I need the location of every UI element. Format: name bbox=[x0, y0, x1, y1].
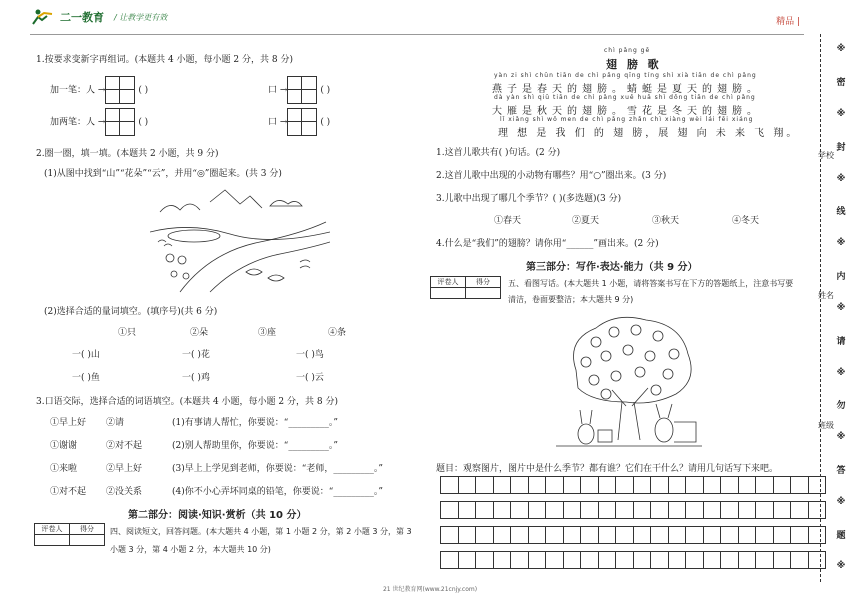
grid-cell[interactable] bbox=[703, 477, 721, 494]
q3-question[interactable]: (1)有事请人帮忙，你要说：“_________。” bbox=[172, 418, 338, 428]
bind-mark: 封 bbox=[836, 142, 846, 153]
measure-blank[interactable]: 一( )鱼 bbox=[72, 373, 100, 383]
poem-title-pinyin: chì pǎng gē bbox=[604, 47, 651, 54]
reading-q4: 4.什么是“我们”的翅膀？请你用“______”画出来。(2 分) bbox=[436, 239, 659, 249]
grid-cell[interactable] bbox=[476, 477, 494, 494]
arrow-icon: → bbox=[279, 117, 288, 128]
bind-mark: 勿 bbox=[836, 401, 846, 412]
grid-cell[interactable] bbox=[441, 527, 459, 544]
bind-mark: ※ bbox=[836, 561, 846, 572]
grid-cell[interactable] bbox=[721, 527, 739, 544]
grader-label: 评卷人 bbox=[35, 524, 70, 535]
grid-cell[interactable] bbox=[686, 552, 704, 569]
poem-pinyin: dà yàn shì qiū tiān de chì pǎng xuě huā shì dōng tiān de chì pǎng bbox=[494, 94, 756, 101]
grid-cell[interactable] bbox=[546, 552, 564, 569]
poem-line: 大雁是秋天的翅膀。雪花是冬天的翅膀。 bbox=[492, 106, 762, 117]
grid-cell[interactable] bbox=[598, 527, 616, 544]
grid-cell[interactable] bbox=[598, 552, 616, 569]
bind-mark: ※ bbox=[836, 496, 846, 507]
footer: 21 世纪教育网(www.21cnjy.com) bbox=[382, 586, 478, 593]
grid-gap bbox=[441, 544, 826, 552]
grid-cell[interactable] bbox=[598, 477, 616, 494]
grid-cell[interactable] bbox=[808, 477, 826, 494]
answer-paren[interactable]: ( ) bbox=[320, 117, 331, 128]
q3-question[interactable]: (3)早上上学见到老师，你要说：“老师，_________。” bbox=[172, 464, 383, 474]
writing-answer-grid[interactable] bbox=[440, 476, 826, 569]
grid-cell[interactable] bbox=[756, 552, 774, 569]
score-cell[interactable] bbox=[70, 535, 105, 546]
grid-row bbox=[441, 477, 826, 494]
bind-mark: 题 bbox=[836, 530, 846, 541]
q3-opt: ②请 bbox=[106, 418, 125, 428]
q1-label: 加两笔：人 bbox=[50, 117, 96, 128]
arrow-icon: → bbox=[97, 85, 106, 96]
q2-title: 2.圈一圈，填一填。(本题共 2 小题，共 9 分) bbox=[36, 149, 219, 159]
q2-sub2: (2)选择合适的量词填空。(填序号)(共 6 分) bbox=[44, 307, 218, 317]
bind-mark: 密 bbox=[836, 78, 846, 89]
grid-cell[interactable] bbox=[546, 527, 564, 544]
name-label: 姓名 bbox=[818, 291, 834, 300]
part3-title: 第三部分：写作·表达·能力（共 9 分） bbox=[526, 262, 698, 273]
bind-mark: 请 bbox=[836, 336, 846, 347]
grid-cell[interactable] bbox=[493, 502, 511, 519]
grid-cell[interactable] bbox=[668, 552, 686, 569]
grid-cell[interactable] bbox=[528, 527, 546, 544]
measure-blank[interactable]: 一( )云 bbox=[296, 373, 324, 383]
grid-cell[interactable] bbox=[528, 552, 546, 569]
q3-question[interactable]: (2)别人帮助里你，你要说：“_________。” bbox=[172, 441, 338, 451]
bind-mark: ※ bbox=[836, 367, 846, 378]
grid-cell[interactable] bbox=[651, 477, 669, 494]
grid-cell[interactable] bbox=[546, 502, 564, 519]
grid-cell[interactable] bbox=[686, 477, 704, 494]
q1-row1 bbox=[50, 76, 148, 104]
grid-cell[interactable] bbox=[563, 552, 581, 569]
q3-opt: ②没关系 bbox=[106, 487, 143, 497]
grid-cell[interactable] bbox=[528, 477, 546, 494]
grid-cell[interactable] bbox=[633, 552, 651, 569]
grid-cell[interactable] bbox=[738, 552, 756, 569]
poem-pinyin: lǐ xiǎng shì wǒ men de chì pǎng zhǎn chì xiàng wèi lái fēi xiáng bbox=[500, 116, 754, 123]
grid-cell[interactable] bbox=[668, 527, 686, 544]
grader-label: 评卷人 bbox=[431, 277, 466, 288]
writing-grid[interactable] bbox=[287, 108, 317, 136]
reading-q3[interactable]: 3.儿歌中出现了哪几个季节？( )(多选题)(3 分) bbox=[436, 194, 622, 204]
header-divider bbox=[30, 34, 804, 35]
part2-title: 第二部分：阅读·知识·赏析（共 10 分） bbox=[128, 510, 307, 521]
jingpin-badge: 精品 | bbox=[776, 17, 800, 27]
bind-mark: ※ bbox=[836, 302, 846, 313]
grid-gap bbox=[441, 519, 826, 527]
grid-cell[interactable] bbox=[808, 527, 826, 544]
score-cell[interactable] bbox=[466, 288, 501, 299]
bind-mark: 答 bbox=[836, 465, 846, 476]
grid-cell[interactable] bbox=[581, 552, 599, 569]
grid-cell[interactable] bbox=[773, 552, 791, 569]
bind-mark: ※ bbox=[836, 173, 846, 184]
grader-cell[interactable] bbox=[35, 535, 70, 546]
grid-cell[interactable] bbox=[458, 502, 476, 519]
season-option[interactable]: ③秋天 bbox=[652, 216, 680, 226]
grid-cell[interactable] bbox=[598, 502, 616, 519]
grid-cell[interactable] bbox=[581, 502, 599, 519]
reading-q2: 2.这首儿歌中出现的小动物有哪些？用“○”圈出来。(3 分) bbox=[436, 171, 667, 181]
grid-cell[interactable] bbox=[563, 477, 581, 494]
grid-cell[interactable] bbox=[756, 527, 774, 544]
grid-cell[interactable] bbox=[458, 552, 476, 569]
grid-cell[interactable] bbox=[686, 527, 704, 544]
grid-cell[interactable] bbox=[686, 502, 704, 519]
grid-row bbox=[441, 527, 826, 544]
bind-mark: ※ bbox=[836, 44, 846, 55]
grid-cell[interactable] bbox=[511, 502, 529, 519]
q3-opt: ①早上好 bbox=[50, 418, 87, 428]
poem-pinyin: yàn zi shì chūn tiān de chì pǎng qīng tíng shì xià tiān de chì pǎng bbox=[494, 72, 757, 79]
grid-cell[interactable] bbox=[773, 502, 791, 519]
grid-cell[interactable] bbox=[476, 527, 494, 544]
grid-cell[interactable] bbox=[791, 552, 809, 569]
grid-cell[interactable] bbox=[651, 527, 669, 544]
grid-cell[interactable] bbox=[511, 552, 529, 569]
grid-cell[interactable] bbox=[511, 527, 529, 544]
writing-grid[interactable] bbox=[105, 76, 135, 104]
grader-cell[interactable] bbox=[431, 288, 466, 299]
q1-label: 口 bbox=[268, 117, 278, 128]
grid-cell[interactable] bbox=[721, 552, 739, 569]
grid-cell[interactable] bbox=[581, 477, 599, 494]
grid-cell[interactable] bbox=[773, 477, 791, 494]
grid-cell[interactable] bbox=[703, 552, 721, 569]
bind-mark: ※ bbox=[836, 238, 846, 249]
q1-row2 bbox=[50, 108, 148, 136]
grid-cell[interactable] bbox=[791, 527, 809, 544]
grid-row bbox=[441, 502, 826, 519]
measure-option: ④条 bbox=[328, 328, 347, 338]
grid-cell[interactable] bbox=[511, 477, 529, 494]
writing-grid[interactable] bbox=[287, 76, 317, 104]
grid-cell[interactable] bbox=[756, 477, 774, 494]
poem-title: 翅 膀 歌 bbox=[606, 58, 662, 71]
score-box bbox=[430, 276, 501, 299]
answer-paren[interactable]: ( ) bbox=[320, 85, 331, 96]
grid-cell[interactable] bbox=[581, 527, 599, 544]
q1-title: 1.按要求变新字再组词。(本题共 4 小题，每小题 2 分，共 8 分) bbox=[36, 55, 293, 65]
grid-cell[interactable] bbox=[493, 527, 511, 544]
grid-cell[interactable] bbox=[633, 527, 651, 544]
grid-cell[interactable] bbox=[791, 502, 809, 519]
grid-cell[interactable] bbox=[808, 552, 826, 569]
part2-instr: 小题 3 分，第 4 小题 2 分，本大题共 10 分) bbox=[110, 545, 271, 554]
season-option[interactable]: ②夏天 bbox=[572, 216, 600, 226]
grid-cell[interactable] bbox=[616, 477, 634, 494]
q1-row1b bbox=[268, 76, 330, 104]
grid-cell[interactable] bbox=[563, 527, 581, 544]
landscape-illustration[interactable] bbox=[150, 182, 330, 294]
q3-question[interactable]: (4)你不小心弄坏同桌的铅笔，你要说：“_________。” bbox=[172, 487, 383, 497]
grid-cell[interactable] bbox=[808, 502, 826, 519]
apple-tree-illustration[interactable] bbox=[556, 310, 702, 450]
measure-blank[interactable]: 一( )花 bbox=[182, 350, 210, 360]
grid-cell[interactable] bbox=[476, 502, 494, 519]
grid-cell[interactable] bbox=[458, 527, 476, 544]
grid-cell[interactable] bbox=[616, 502, 634, 519]
grid-cell[interactable] bbox=[668, 477, 686, 494]
logo-text: 二一教育 bbox=[60, 11, 104, 24]
q3-opt: ①对不起 bbox=[50, 487, 87, 497]
grid-cell[interactable] bbox=[651, 502, 669, 519]
grid-cell[interactable] bbox=[441, 552, 459, 569]
runner-logo-icon bbox=[30, 8, 56, 26]
slogan: / 让教学更有效 bbox=[114, 12, 168, 22]
measure-blank[interactable]: 一( )鸟 bbox=[296, 350, 324, 360]
grid-cell[interactable] bbox=[441, 502, 459, 519]
grid-cell[interactable] bbox=[756, 502, 774, 519]
writing-grid[interactable] bbox=[105, 108, 135, 136]
arrow-icon: → bbox=[97, 117, 106, 128]
grid-cell[interactable] bbox=[616, 552, 634, 569]
binding-column bbox=[826, 34, 856, 582]
grid-cell[interactable] bbox=[633, 477, 651, 494]
grid-cell[interactable] bbox=[668, 502, 686, 519]
grid-cell[interactable] bbox=[546, 477, 564, 494]
class-label: 班级 bbox=[818, 421, 834, 430]
season-option[interactable]: ①春天 bbox=[494, 216, 522, 226]
measure-option: ②朵 bbox=[190, 328, 209, 338]
grid-row bbox=[441, 552, 826, 569]
q2-sub1: (1)从图中找到“山”“花朵”“云”，并用“◎”圈起来。(共 3 分) bbox=[44, 169, 282, 179]
score-label: 得分 bbox=[70, 524, 105, 535]
grid-cell[interactable] bbox=[651, 552, 669, 569]
grid-cell[interactable] bbox=[773, 527, 791, 544]
part3-instr: 清洁，卷面要整洁；本大题共 9 分) bbox=[508, 295, 634, 304]
grid-cell[interactable] bbox=[528, 502, 546, 519]
grid-cell[interactable] bbox=[738, 527, 756, 544]
measure-blank[interactable]: 一( )山 bbox=[72, 350, 100, 360]
q1-label: 口 bbox=[268, 85, 278, 96]
part2-instr: 四、阅读短文，回答问题。(本大题共 4 小题，第 1 小题 2 分，第 2 小题 3 分，第 3 bbox=[110, 527, 412, 536]
grid-cell[interactable] bbox=[703, 502, 721, 519]
part3-instr: 五、看图写话。(本大题共 1 小题，请将答案书写在下方的答题纸上，注意书写要 bbox=[508, 279, 794, 288]
grid-gap bbox=[441, 494, 826, 502]
logo bbox=[30, 8, 167, 26]
grid-cell[interactable] bbox=[721, 502, 739, 519]
grid-cell[interactable] bbox=[476, 552, 494, 569]
grid-cell[interactable] bbox=[458, 477, 476, 494]
answer-paren[interactable]: ( ) bbox=[138, 85, 149, 96]
grid-cell[interactable] bbox=[721, 477, 739, 494]
bind-mark: ※ bbox=[836, 109, 846, 120]
grid-cell[interactable] bbox=[441, 477, 459, 494]
grid-cell[interactable] bbox=[493, 477, 511, 494]
grid-cell[interactable] bbox=[493, 552, 511, 569]
q3-opt: ①谢谢 bbox=[50, 441, 78, 451]
school-label: 学校 bbox=[818, 151, 834, 160]
q1-label: 加一笔：人 bbox=[50, 85, 96, 96]
bind-mark: 内 bbox=[836, 272, 846, 283]
measure-option: ③座 bbox=[258, 328, 277, 338]
bind-mark: 线 bbox=[836, 207, 846, 218]
q3-title: 3.口语交际，选择合适的词语填空。(本题共 4 小题，每小题 2 分，共 8 分) bbox=[36, 397, 338, 407]
poem-line: 理 想 是 我 们 的 翅 膀，展 翅 向 未 来 飞 翔。 bbox=[498, 128, 800, 139]
reading-q1[interactable]: 1.这首儿歌共有( )句话。(2 分) bbox=[436, 148, 561, 158]
q3-opt: ②早上好 bbox=[106, 464, 143, 474]
season-option[interactable]: ④冬天 bbox=[732, 216, 760, 226]
grid-cell[interactable] bbox=[633, 502, 651, 519]
measure-option: ①只 bbox=[118, 328, 137, 338]
answer-paren[interactable]: ( ) bbox=[138, 117, 149, 128]
grid-cell[interactable] bbox=[738, 477, 756, 494]
q1-row2b bbox=[268, 108, 330, 136]
score-box bbox=[34, 523, 105, 546]
arrow-icon: → bbox=[279, 85, 288, 96]
q3-opt: ②对不起 bbox=[106, 441, 143, 451]
score-label: 得分 bbox=[466, 277, 501, 288]
grid-cell[interactable] bbox=[703, 527, 721, 544]
grid-cell[interactable] bbox=[738, 502, 756, 519]
grid-cell[interactable] bbox=[616, 527, 634, 544]
grid-cell[interactable] bbox=[791, 477, 809, 494]
measure-blank[interactable]: 一( )鸡 bbox=[182, 373, 210, 383]
grid-cell[interactable] bbox=[563, 502, 581, 519]
poem-line: 燕子是春天的翅膀。蜻蜓是夏天的翅膀。 bbox=[492, 84, 762, 95]
writing-prompt: 题目：观察图片，图片中是什么季节？都有谁？它们在干什么？请用几句话写下来吧。 bbox=[436, 464, 779, 474]
bind-mark: ※ bbox=[836, 432, 846, 443]
q3-opt: ①来啦 bbox=[50, 464, 78, 474]
